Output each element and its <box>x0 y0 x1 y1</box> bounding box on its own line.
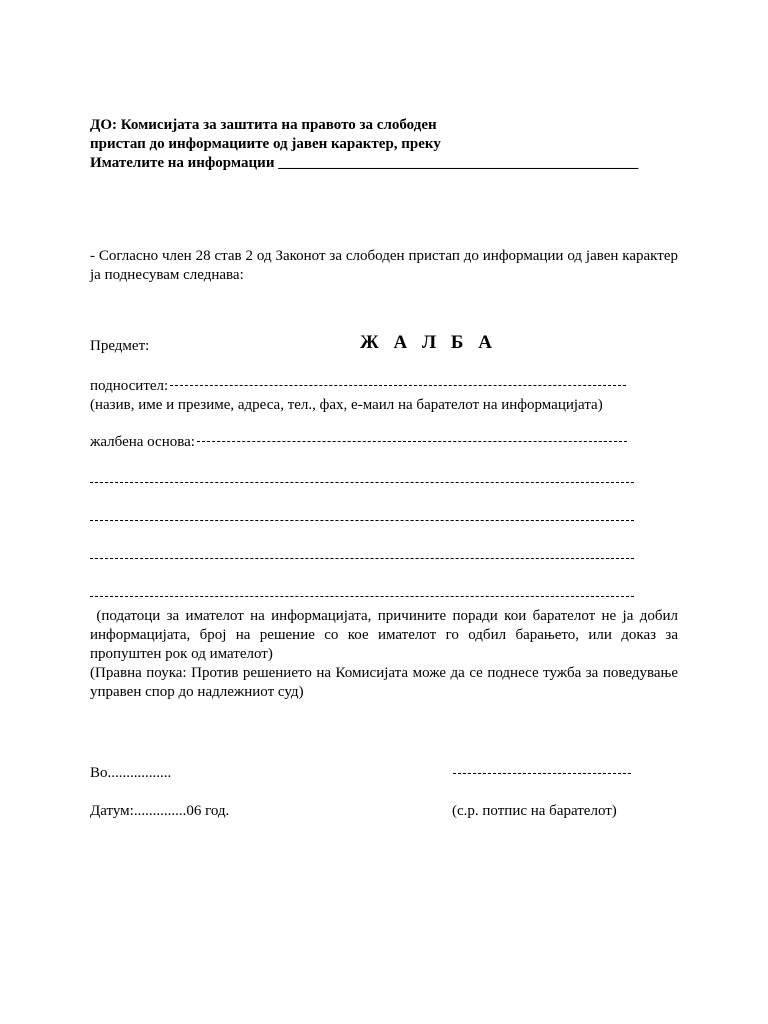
addressee-line-2: пристап до информациите од јавен карактер, преку <box>90 136 441 152</box>
grounds-label: жалбена основа: <box>90 434 195 450</box>
grounds-hint: (податоци за имателот на информацијата, причините поради кои барателот не ја добил информацијата, број на решение со кое имателот го одбил барањето, или доказ за пропуштен рок од имателот) <box>90 608 682 662</box>
intro-paragraph: - Согласно член 28 став 2 од Законот за слободен пристап до информации од јавен карактер ја поднесувам следнава: <box>90 248 678 283</box>
date-field: Датум:..............06 год. <box>90 803 230 819</box>
grounds-fill-line-2 <box>90 482 634 483</box>
grounds-fill-line-3 <box>90 520 634 521</box>
subject-label: Предмет: <box>90 338 150 354</box>
place-field: Во................. <box>90 765 172 781</box>
legal-notice: (Правна поука: Против решението на Комисијата може да се поднесе тужба за поведување управен спор до надлежниот суд) <box>90 665 678 700</box>
applicant-label: подносител: <box>90 378 169 394</box>
addressee-line-3: Имателите на информации ________________________________________________ <box>90 155 639 171</box>
applicant-fill-line <box>170 385 626 386</box>
signature-caption: (с.р. потпис на барателот) <box>452 803 617 819</box>
applicant-hint: (назив, име и презиме, адреса, тел., фах, е-маил на барателот на информацијата) <box>90 397 603 413</box>
applicant-row <box>90 377 626 396</box>
grounds-fill-line-4 <box>90 558 634 559</box>
signature-line <box>453 773 631 774</box>
grounds-row <box>90 433 627 452</box>
grounds-fill-line <box>197 441 627 442</box>
grounds-fill-line-5 <box>90 596 634 597</box>
document-title: Ж А Л Б А <box>360 332 497 353</box>
addressee-line-1: ДО: Комисијата за заштита на правото за слободен <box>90 117 437 133</box>
